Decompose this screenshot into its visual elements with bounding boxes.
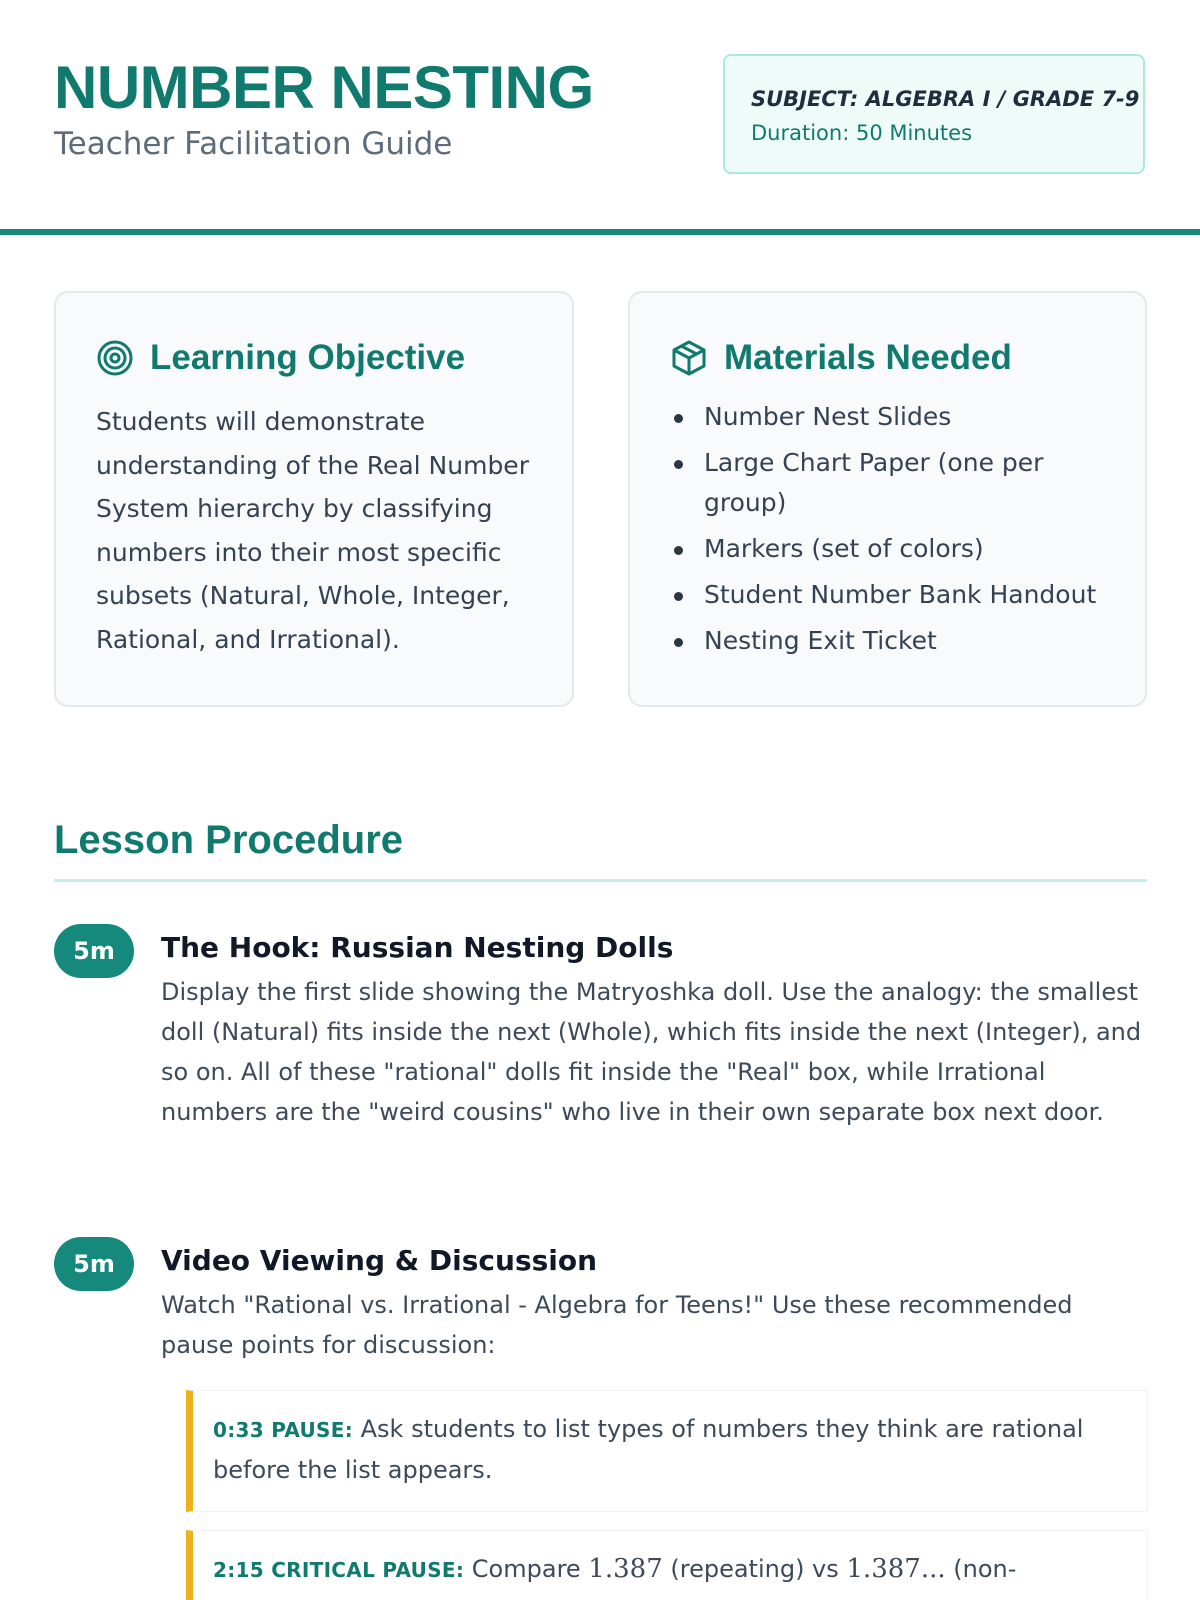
pause-point [186, 1530, 1148, 1600]
materials-heading [670, 333, 1012, 383]
pause-point-description: Ask students to list types of numbers they think are rational before the list appears. [213, 1415, 1084, 1484]
math-value: 1.387... [846, 1554, 946, 1584]
page-title: NUMBER NESTING [54, 54, 594, 121]
pause-point-label: 2:15 CRITICAL PAUSE: [213, 1558, 465, 1582]
material-item: Student Number Bank Handout [670, 575, 1120, 615]
box-icon [670, 339, 708, 377]
learning-objective-heading [96, 333, 465, 383]
learning-objective-text: Students will demonstrate understanding of the Real Number System hierarchy by classifying numbers into their most specific subsets (Natural, Whole, Integer, Rational, and Irrational). [96, 407, 529, 654]
lesson-procedure-title: Lesson Procedure [54, 818, 404, 862]
pause-point [186, 1390, 1148, 1512]
step-duration-badge: 5m [54, 1237, 134, 1291]
material-item: Markers (set of colors) [670, 529, 1120, 569]
subject-label: SUBJECT: ALGEBRA I / GRADE 7-9 [751, 87, 1140, 111]
page-subtitle: Teacher Facilitation Guide [54, 126, 453, 162]
step-duration-badge: 5m [54, 924, 134, 978]
step-description: Watch "Rational vs. Irrational - Algebra for Teens!" Use these recommended pause points for discussion: [161, 1291, 1073, 1359]
pause-point-label: 0:33 PAUSE: [213, 1418, 353, 1442]
learning-objective-card [54, 291, 574, 707]
math-value: 1.387 [588, 1554, 663, 1584]
lesson-meta-box [723, 54, 1145, 174]
step-title: Video Viewing & Discussion [161, 1244, 598, 1277]
step-title: The Hook: Russian Nesting Dolls [161, 931, 674, 964]
material-item: Number Nest Slides [670, 397, 1120, 437]
pause-point-description: Compare [464, 1555, 589, 1583]
pause-point-text [213, 1549, 1127, 1590]
lesson-procedure-divider [54, 879, 1147, 882]
materials-list [670, 397, 1120, 667]
material-item: Nesting Exit Ticket [670, 621, 1120, 661]
material-item: Large Chart Paper (one per group) [670, 443, 1120, 523]
duration-label: Duration: 50 Minutes [751, 121, 973, 145]
pause-point-description: (non- [945, 1555, 1017, 1583]
pause-point-description: (repeating) vs [662, 1555, 847, 1583]
materials-needed-card [628, 291, 1147, 707]
learning-objective-title: Learning Objective [150, 338, 466, 377]
target-icon [96, 339, 134, 377]
pause-point-text [213, 1409, 1127, 1490]
step-description: Display the first slide showing the Matryoshka doll. Use the analogy: the smallest doll (Natural) fits inside the next (Whole), which fits inside the next (Integer), and so on. All of these "rational" dolls fit inside the "Real" box, while Irrational numbers are the "weird cousins" who live in their own separate box next door. [161, 978, 1142, 1126]
page-header [0, 0, 1200, 232]
materials-title: Materials Needed [724, 338, 1012, 377]
header-divider [0, 229, 1200, 235]
